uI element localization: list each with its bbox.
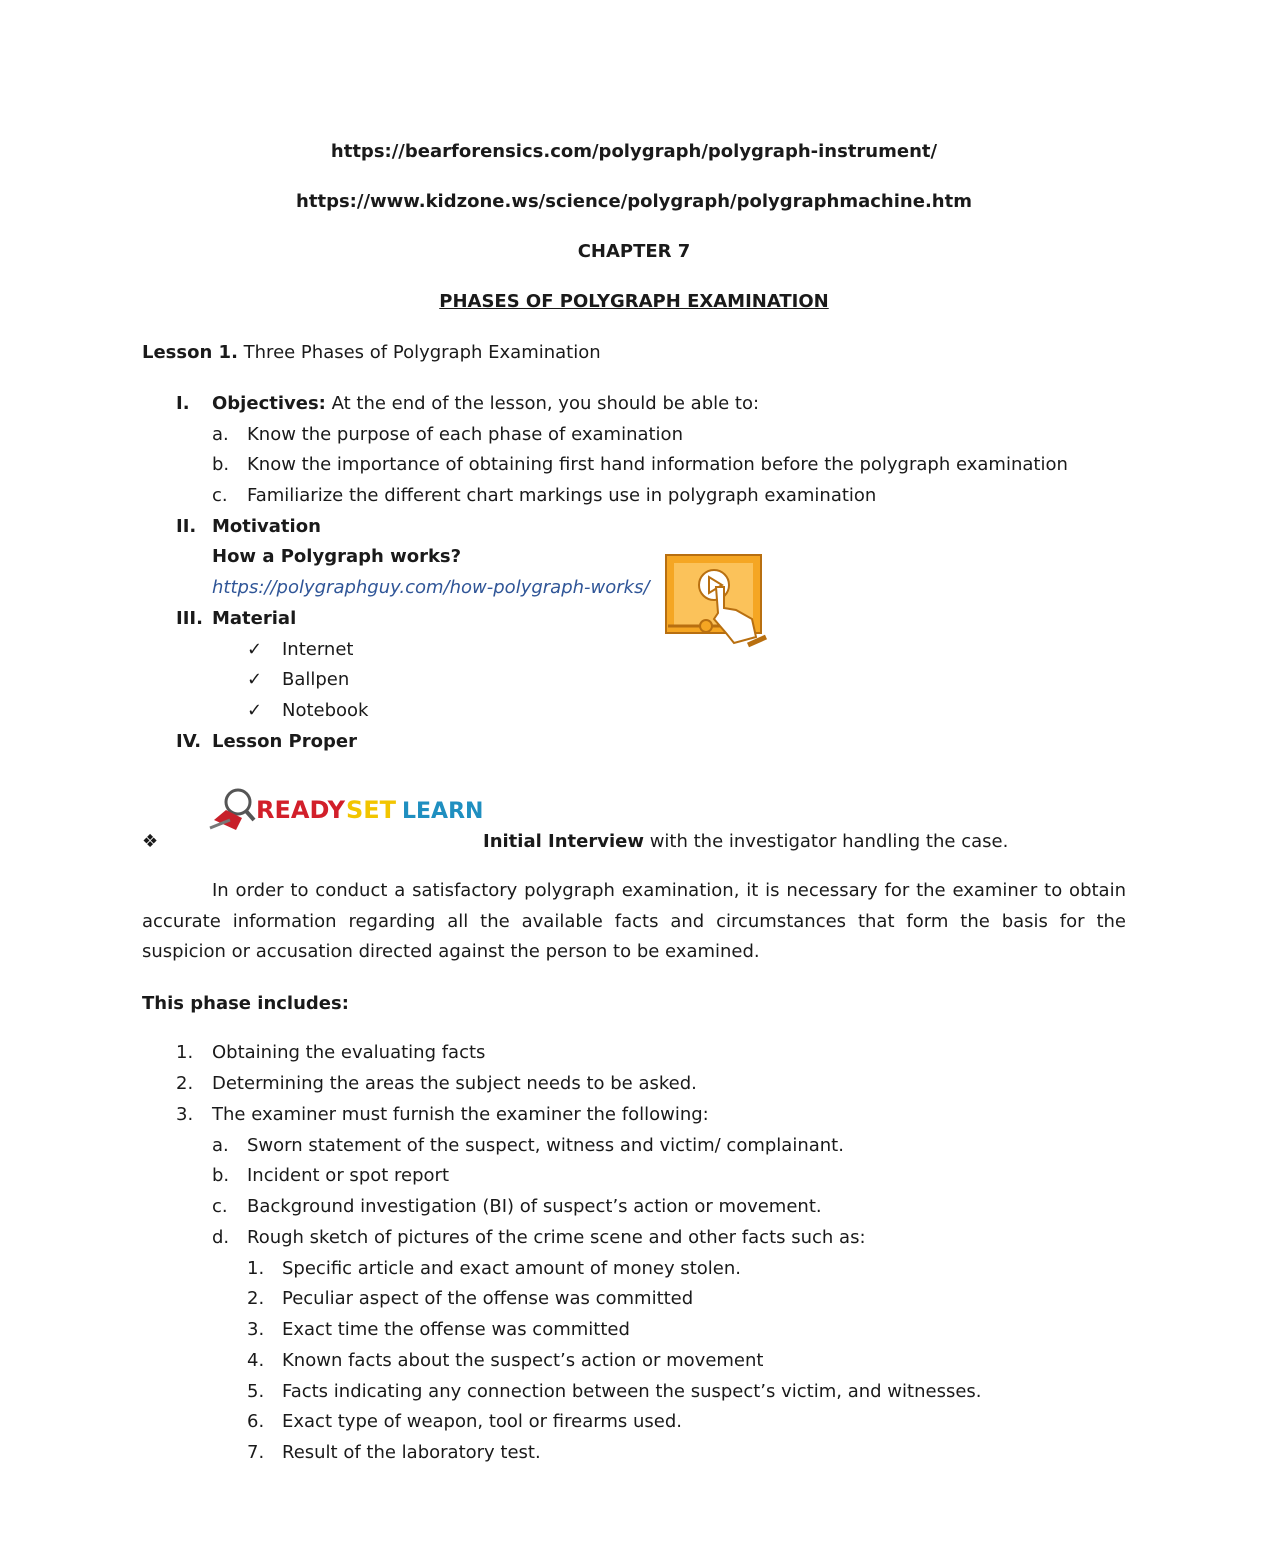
objective-item: Familiarize the different chart markings use in polygraph examination — [247, 485, 877, 506]
objective-item: Know the importance of obtaining first hand information before the polygraph examination — [247, 454, 1068, 475]
phase-subitem: Background investigation (BI) of suspect’s action or movement. — [247, 1196, 822, 1217]
objectives-heading — [212, 393, 759, 415]
reference-link-1[interactable]: https://bearforensics.com/polygraph/polygraph-instrument/ — [330, 141, 938, 162]
lesson-proper-label: Lesson Proper — [212, 731, 357, 752]
phase-item-marker: 3. — [176, 1104, 194, 1125]
svg-text:LEARN: LEARN — [402, 799, 484, 824]
fact-item-marker: 6. — [247, 1411, 265, 1432]
motivation-question: How a Polygraph works? — [212, 546, 462, 567]
phase-item: The examiner must furnish the examiner the following: — [212, 1104, 709, 1125]
material-item: Ballpen — [282, 669, 350, 690]
fact-item-marker: 2. — [247, 1288, 265, 1309]
objective-item-marker: b. — [212, 454, 230, 475]
lesson-proper-numeral: IV. — [176, 731, 202, 752]
diamond-bullet-icon: ❖ — [142, 831, 159, 852]
fact-item: Known facts about the suspect’s action or movement — [282, 1350, 764, 1371]
svg-text:READY: READY — [256, 796, 346, 824]
material-numeral: III. — [176, 608, 203, 629]
fact-item-marker: 5. — [247, 1381, 265, 1402]
fact-item: Result of the laboratory test. — [282, 1442, 541, 1463]
fact-item: Exact time the offense was committed — [282, 1319, 630, 1340]
phase-subitem-marker: c. — [212, 1196, 228, 1217]
fact-item-marker: 7. — [247, 1442, 265, 1463]
check-icon: ✓ — [247, 669, 263, 690]
fact-item-marker: 1. — [247, 1258, 265, 1279]
fact-item: Peculiar aspect of the offense was committed — [282, 1288, 694, 1309]
body-paragraph: In order to conduct a satisfactory polygraph examination, it is necessary for the examiner to obtain accurate information regarding all the available facts and circumstances that form the basis for the suspicion or accusation directed against the person to be examined. — [142, 880, 1126, 962]
initial-interview-label: Initial Interview — [483, 831, 644, 852]
phase-subitem-marker: d. — [212, 1227, 230, 1248]
check-icon: ✓ — [247, 700, 263, 721]
lesson-label: Lesson 1. — [142, 342, 238, 363]
phase-heading: This phase includes: — [142, 993, 349, 1014]
check-icon: ✓ — [247, 639, 263, 660]
objective-item-marker: a. — [212, 424, 229, 445]
phase-subitem: Sworn statement of the suspect, witness and victim/ complainant. — [247, 1135, 844, 1156]
fact-item-marker: 4. — [247, 1350, 265, 1371]
objective-item: Know the purpose of each phase of examination — [247, 424, 683, 445]
fact-item-marker: 3. — [247, 1319, 265, 1340]
motivation-label: Motivation — [212, 516, 321, 537]
fact-item: Specific article and exact amount of money stolen. — [282, 1258, 741, 1279]
phase-item-marker: 1. — [176, 1042, 194, 1063]
chapter-title: PHASES OF POLYGRAPH EXAMINATION — [439, 291, 829, 312]
phase-subitem-marker: a. — [212, 1135, 229, 1156]
phase-subitem: Rough sketch of pictures of the crime scene and other facts such as: — [247, 1227, 866, 1248]
ready-set-learn-logo — [206, 780, 484, 841]
fact-item: Exact type of weapon, tool or firearms used. — [282, 1411, 682, 1432]
initial-interview-line — [483, 831, 1008, 853]
reference-link-2[interactable]: https://www.kidzone.ws/science/polygraph/polygraphmachine.htm — [296, 191, 972, 212]
phase-subitem: Incident or spot report — [247, 1165, 450, 1186]
material-item: Internet — [282, 639, 354, 660]
video-play-icon — [664, 553, 774, 658]
fact-item: Facts indicating any connection between the suspect’s victim, and witnesses. — [282, 1381, 982, 1402]
objective-item-marker: c. — [212, 485, 228, 506]
phase-item: Determining the areas the subject needs to be asked. — [212, 1073, 697, 1094]
motivation-numeral: II. — [176, 516, 197, 537]
motivation-link[interactable]: https://polygraphguy.com/how-polygraph-works/ — [212, 577, 650, 598]
material-item: Notebook — [282, 700, 369, 721]
objectives-numeral: I. — [176, 393, 190, 414]
lesson-heading — [142, 342, 601, 364]
lesson-title: Three Phases of Polygraph Examination — [243, 342, 601, 363]
svg-text:SET: SET — [346, 796, 397, 824]
phase-item-marker: 2. — [176, 1073, 194, 1094]
phase-item: Obtaining the evaluating facts — [212, 1042, 486, 1063]
objectives-intro: At the end of the lesson, you should be able to: — [331, 393, 760, 414]
initial-interview-text: with the investigator handling the case. — [643, 831, 1009, 852]
phase-subitem-marker: b. — [212, 1165, 230, 1186]
objectives-label: Objectives: — [212, 393, 326, 414]
material-label: Material — [212, 608, 297, 629]
chapter-label: CHAPTER 7 — [577, 241, 691, 262]
